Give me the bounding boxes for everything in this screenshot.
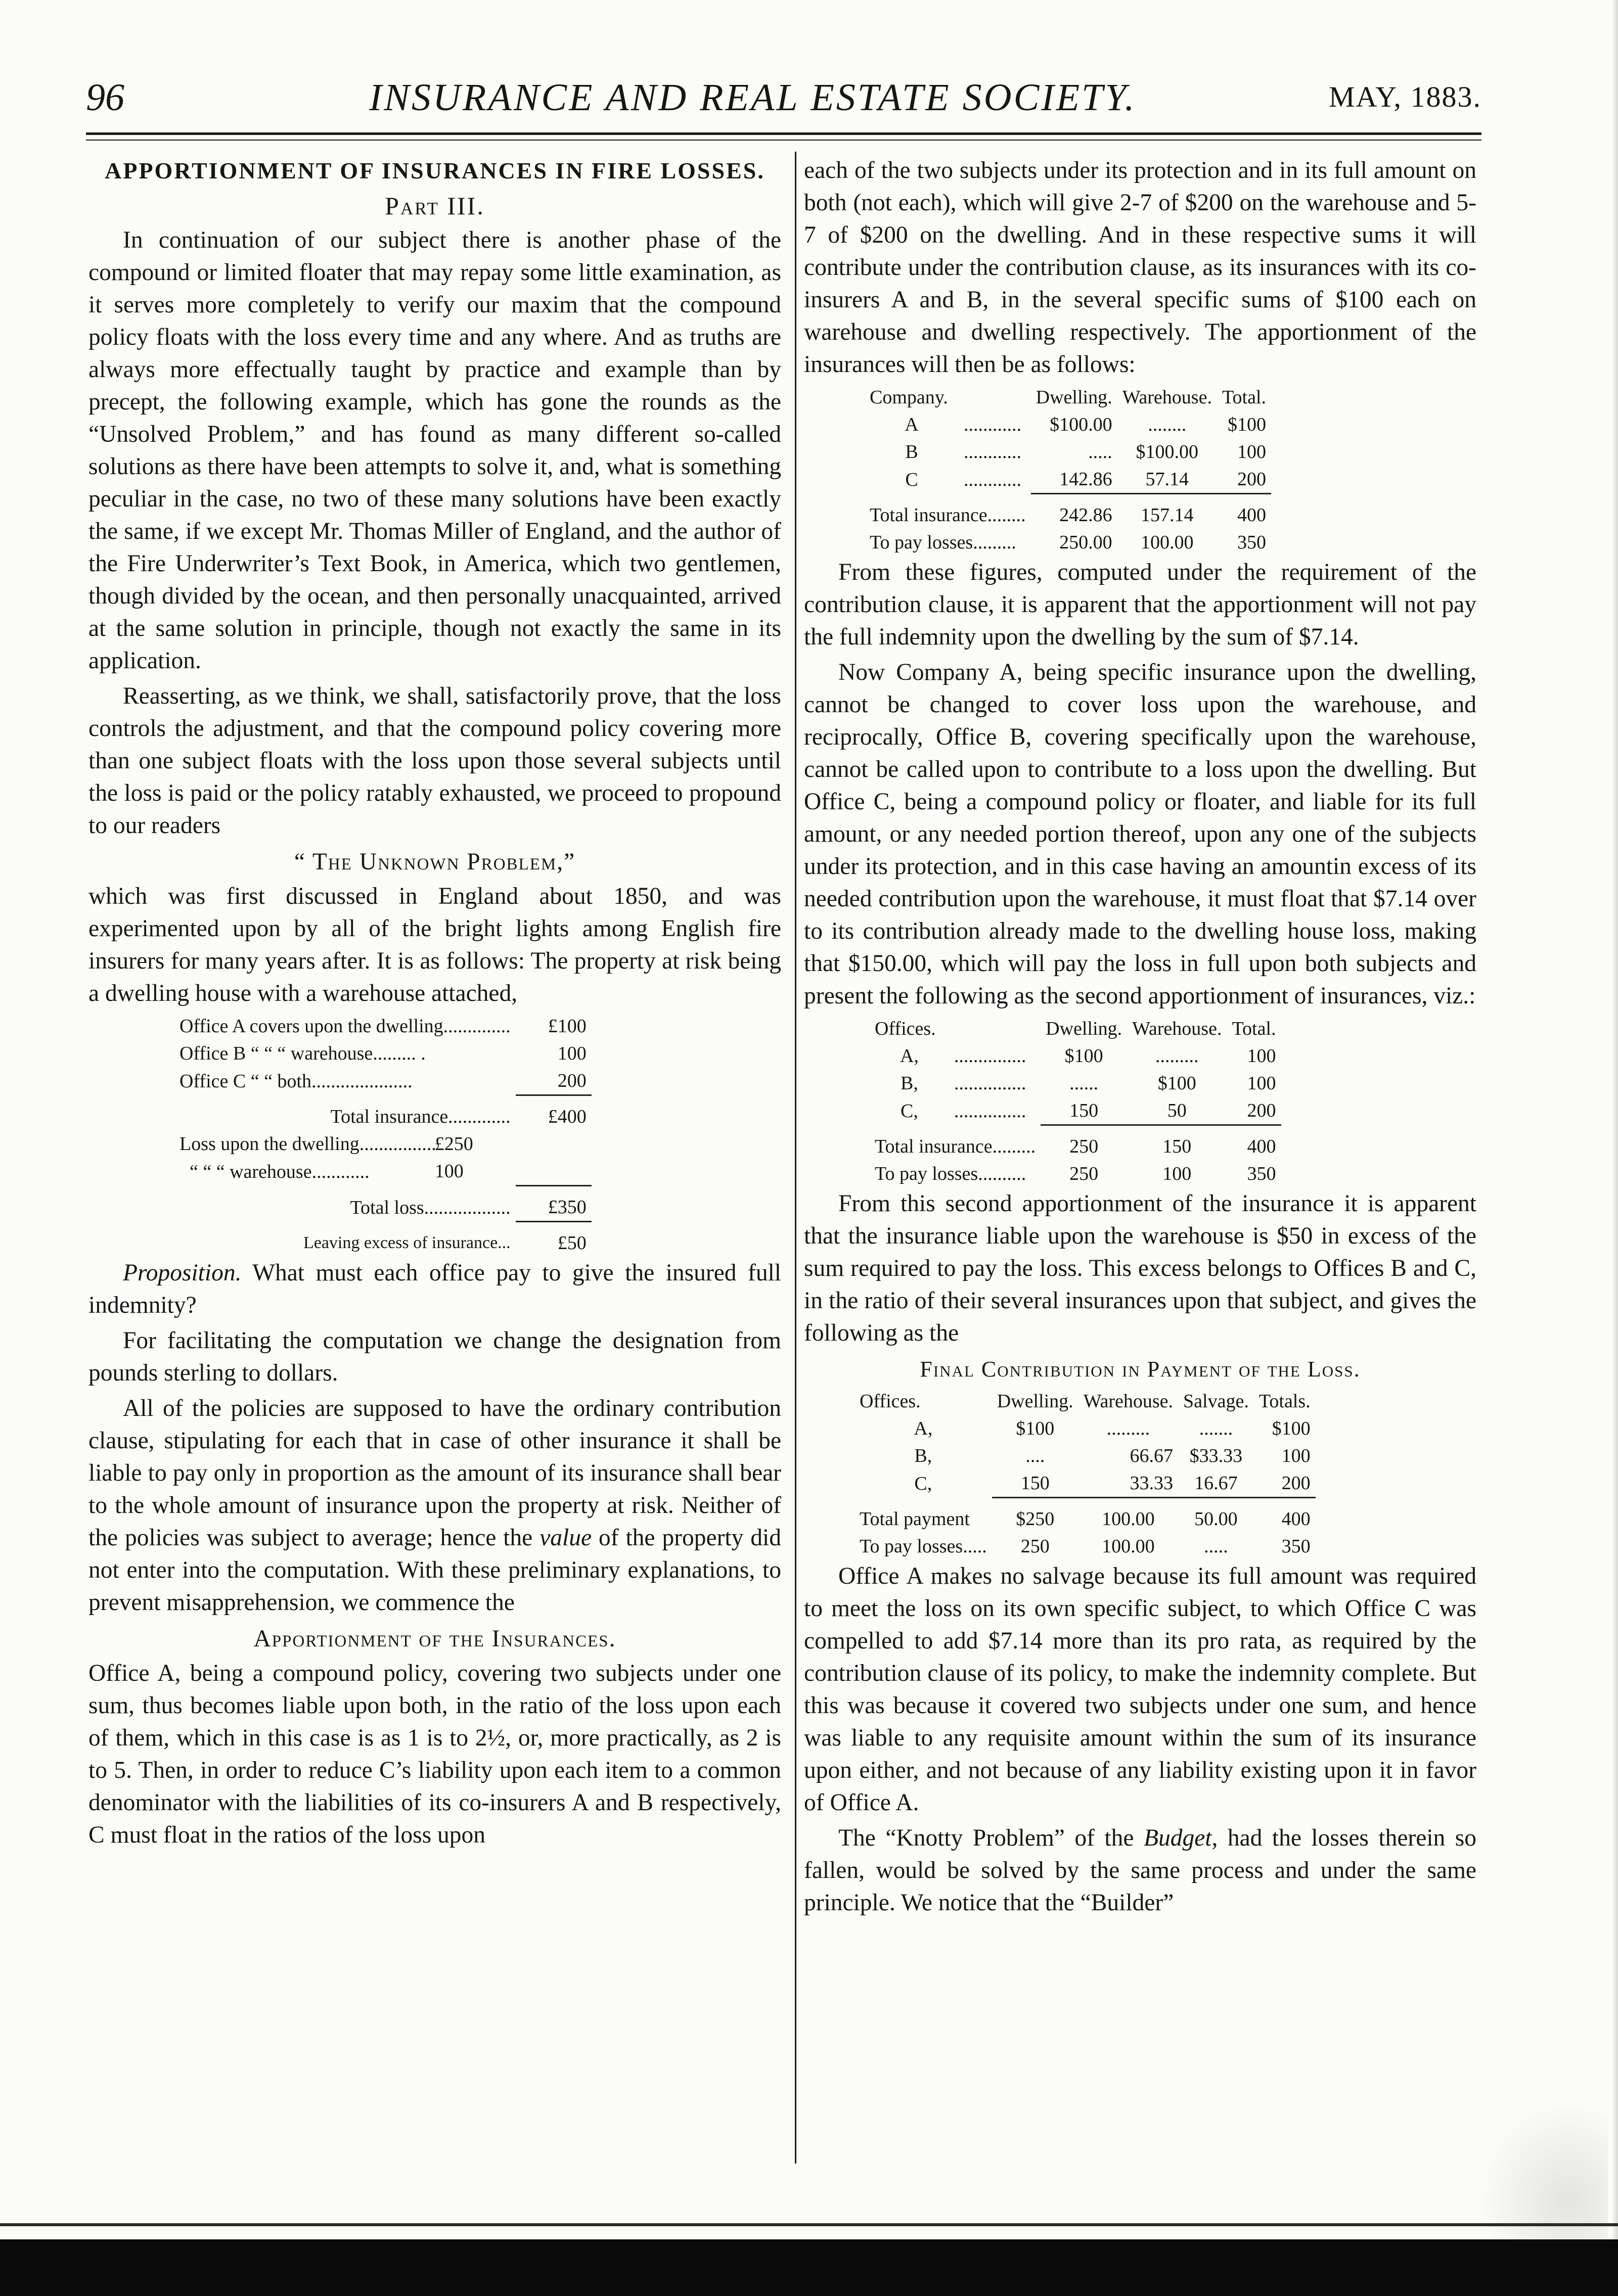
dwelling-cell: 150	[1020, 1473, 1050, 1494]
office-cell: A,	[900, 1045, 919, 1067]
coverage-label: Office B “ “ “ warehouse......... .	[179, 1043, 426, 1064]
total-label: Total insurance.........	[875, 1136, 1036, 1157]
paragraph-contribution-clause	[88, 1392, 781, 1619]
part-heading: Part III.	[385, 192, 485, 220]
total-total: 400	[1247, 1136, 1276, 1157]
proposition-label: Proposition.	[123, 1260, 242, 1286]
dwelling-cell: ....	[1025, 1445, 1045, 1466]
salvage-cell: 16.67	[1194, 1473, 1238, 1494]
knotty-text-b: , had the losses therein so fallen, would be solved by the same process and under the same principle. We notice that the “Builder”	[804, 1825, 1476, 1916]
leader-cell: ............	[964, 414, 1022, 435]
total-insurance-row	[174, 1103, 592, 1130]
coverage-label: Office A covers upon the dwelling..............	[179, 1016, 511, 1037]
paragraph-salvage: Office A makes no salvage because its full amount was required to meet the loss on its own specific subject, to which Office C was compelled to add $7.14 more than its pro rata, as required by the contribution clause of its policy, to make the indemnity complete. But this was because it covered two subjects under one sum, and hence was liable to any requisite amount within the sum of its insurance upon either, and not because of any liability existing upon it in favor of Office A.	[804, 1563, 1476, 1816]
pay-total: 350	[1237, 532, 1266, 553]
total-warehouse: 150	[1162, 1136, 1192, 1157]
pay-row	[865, 529, 1271, 556]
table-row	[870, 1042, 1281, 1070]
table-row	[865, 466, 1271, 494]
company-cell: B	[905, 441, 918, 463]
salvage-cell: $33.33	[1189, 1445, 1243, 1466]
dwelling-cell: $100	[1016, 1418, 1055, 1439]
total-insurance-label: Total insurance.............	[330, 1106, 511, 1127]
warehouse-cell: 66.67	[1130, 1445, 1174, 1466]
excess-row	[174, 1229, 592, 1257]
total-total: 400	[1237, 504, 1266, 526]
leader-cell: ...............	[954, 1073, 1026, 1094]
col-header: Dwelling.	[1036, 387, 1112, 408]
table-row	[865, 438, 1271, 466]
total-cell: 200	[1237, 469, 1266, 490]
total-salvage: 50.00	[1194, 1508, 1238, 1530]
total-loss-row	[174, 1193, 592, 1222]
running-head	[86, 76, 1481, 126]
col-header: Company.	[870, 387, 948, 408]
coverage-row	[174, 1013, 592, 1040]
left-column	[88, 154, 781, 1854]
pay-total: 350	[1247, 1163, 1276, 1184]
clause-text-b: of the property did not enter into the computation. With these preliminary explanations, to prevent misapprehension, we commence the	[88, 1525, 781, 1616]
header-rule-thin	[86, 140, 1481, 141]
scan-bottom-shadow	[0, 2239, 1618, 2296]
col-header: Total.	[1222, 387, 1266, 408]
total-cell: 100	[1237, 441, 1266, 463]
warehouse-cell: 57.14	[1145, 469, 1189, 490]
loss-row	[174, 1130, 592, 1158]
budget-italic: Budget	[1143, 1825, 1212, 1851]
dwelling-cell: $100.00	[1050, 414, 1112, 435]
paragraph-figures: From these figures, computed under the requirement of the contribution clause, it is apparent that the apportionment will not pay the full indemnity upon the dwelling by the sum of $7.14.	[804, 559, 1476, 650]
pay-row	[855, 1533, 1316, 1560]
totals-cell: 100	[1281, 1445, 1311, 1466]
col-header: Warehouse.	[1083, 1391, 1174, 1412]
col-header: Total.	[1232, 1018, 1276, 1039]
loss-label: “ “ “ warehouse............	[190, 1161, 370, 1182]
warehouse-cell: .........	[1106, 1418, 1150, 1439]
warehouse-cell: $100.00	[1136, 441, 1199, 463]
excess-amount: £50	[557, 1232, 587, 1254]
total-cell: 100	[1247, 1045, 1276, 1067]
col-header: Offices.	[875, 1018, 936, 1039]
total-warehouse: 157.14	[1141, 504, 1194, 526]
header-rule-thick	[86, 132, 1481, 135]
scan-right-edge	[1612, 0, 1618, 2296]
paragraph-intro: In continuation of our subject there is another phase of the compound or limited floater that may repay some little examination, as it serves more completely to verify our maxim that the compound policy floats with the loss every time and any where. And as truths are always more effectually taught by practice and example than by precept, the following example, which has gone the rounds as the “Unsolved Problem,” and has found as many different so-called solutions as there have been attempts to solve it, and, what is something peculiar in the case, no two of these many solutions have been exactly the same, if we except Mr. Thomas Miller of England, and the author of the Fire Underwriter’s Text Book, in America, which two gentlemen, though divided by the ocean, and then personally unacquainted, arrived at the same solution in principle, though not exactly the same in its application.	[88, 227, 781, 674]
pay-label: To pay losses.....	[860, 1536, 987, 1557]
col-header: Warehouse.	[1132, 1018, 1222, 1039]
total-warehouse: 100.00	[1102, 1508, 1155, 1530]
dwelling-cell: 142.86	[1059, 469, 1112, 490]
problem-title: “ The Unknown Problem,”	[294, 849, 576, 875]
pay-label: To pay losses..........	[875, 1163, 1026, 1184]
loss-label: Loss upon the dwelling................	[179, 1133, 436, 1155]
apportionment-table-2	[870, 1015, 1281, 1187]
paragraph-company-a: Now Company A, being specific insurance upon the dwelling, cannot be changed to cover loss upon the warehouse, and reciprocally, Office B, covering specifically upon the warehouse, cannot be called upon to contribute to a loss upon the dwelling. But Office C, being a compound policy or floater, and liable for its full amount, or any needed portion thereof, upon any one of the subjects under its protection, and in this case having an amountin excess of its needed contribution upon the warehouse, it must float that $7.14 over to its contribution already made to the dwelling house loss, making that $150.00, which will pay the loss in full upon both subjects and present the following as the second apportionment of insurances, viz.:	[804, 659, 1476, 1009]
totals-cell: 200	[1281, 1473, 1311, 1494]
table-header-row	[870, 1015, 1281, 1042]
company-cell: A	[905, 414, 919, 435]
excess-label: Leaving excess of insurance...	[303, 1233, 511, 1252]
dwelling-cell: $100	[1064, 1045, 1103, 1067]
total-totals: 400	[1281, 1508, 1311, 1530]
apportionment-title: Apportionment of the Insurances.	[253, 1626, 616, 1652]
total-dwelling: 242.86	[1059, 504, 1112, 526]
pay-label: To pay losses.........	[870, 532, 1016, 553]
total-dwelling: $250	[1016, 1508, 1055, 1530]
pay-dwelling: 250	[1069, 1163, 1099, 1184]
final-contribution-table	[855, 1388, 1316, 1560]
article-headline: APPORTIONMENT OF INSURANCES IN FIRE LOSSES.	[105, 158, 765, 183]
pay-dwelling: 250	[1020, 1536, 1050, 1557]
page-bottom-edge	[0, 2223, 1618, 2226]
pay-warehouse: 100	[1162, 1163, 1192, 1184]
col-header: Totals.	[1259, 1391, 1311, 1412]
paragraph-second-apportionment: From this second apportionment of the insurance it is apparent that the insurance liable upon the warehouse is $50 in excess of the sum required to pay the loss. This excess belongs to Offices B and C, in the ratio of their several insurances upon that subject, and gives the following as the	[804, 1190, 1476, 1346]
dwelling-cell: 150	[1069, 1100, 1099, 1121]
office-cell: A,	[914, 1418, 933, 1439]
paragraph-proposition	[88, 1257, 781, 1321]
coverage-amount: 200	[557, 1070, 587, 1091]
salvage-cell: .......	[1199, 1418, 1233, 1439]
table-row	[870, 1097, 1281, 1125]
coverage-amount: £100	[548, 1016, 587, 1037]
issue-date: MAY, 1883.	[1328, 80, 1481, 113]
table-header-row	[865, 384, 1271, 411]
office-cell: B,	[914, 1445, 932, 1466]
coverage-amount: 100	[557, 1043, 587, 1064]
col-header: Salvage.	[1183, 1391, 1249, 1412]
total-dwelling: 250	[1069, 1136, 1099, 1157]
col-header: Offices.	[860, 1391, 921, 1412]
table-row	[865, 411, 1271, 438]
total-label: Total insurance........	[870, 504, 1026, 526]
warehouse-cell: ........	[1148, 414, 1187, 435]
total-row	[870, 1133, 1281, 1160]
apportionment-table-1	[865, 384, 1271, 556]
right-column	[804, 154, 1476, 1922]
loss-row	[174, 1158, 592, 1186]
page-number: 96	[86, 76, 124, 119]
leader-cell: ............	[964, 441, 1022, 463]
office-cell: C,	[901, 1100, 918, 1122]
total-loss-label: Total loss..................	[350, 1197, 511, 1218]
value-italic: value	[540, 1525, 592, 1551]
paragraph-dollars: For facilitating the computation we change the designation from pounds sterling to dollars.	[88, 1327, 781, 1386]
warehouse-cell: 33.33	[1130, 1473, 1174, 1494]
final-contribution-title: Final Contribution in Payment of the Loss.	[920, 1357, 1361, 1382]
paragraph-problem: which was first discussed in England about 1850, and was experimented upon by all of the bright lights among English fire insurers for many years after. It is as follows: The property at risk being a dwelling house with a warehouse attached,	[88, 883, 781, 1006]
warehouse-cell: 50	[1167, 1100, 1187, 1121]
pay-totals: 350	[1281, 1536, 1311, 1557]
loss-amount: 100	[434, 1161, 464, 1182]
warehouse-cell: .........	[1155, 1045, 1199, 1067]
total-cell: $100	[1228, 414, 1266, 435]
total-cell: 200	[1247, 1100, 1276, 1121]
clause-text-a: All of the policies are supposed to have the ordinary contribution clause, stipulating for each that in case of other insurance it shall be liable to pay only in proportion as the amount of its insurance shall bear to the whole amount of insurance upon the property at risk. Neither of the policies was subject to average; hence the	[88, 1395, 781, 1551]
loss-amount: £250	[434, 1133, 473, 1155]
total-row	[855, 1505, 1316, 1533]
leader-cell: ...............	[954, 1100, 1026, 1122]
journal-title: INSURANCE AND REAL ESTATE SOCIETY.	[369, 76, 1137, 119]
pay-salvage: .....	[1204, 1536, 1228, 1557]
column-divider	[795, 152, 796, 2164]
table-header-row	[855, 1388, 1316, 1415]
company-cell: C	[905, 469, 918, 490]
pay-row	[870, 1160, 1281, 1187]
leader-cell: ...............	[954, 1045, 1026, 1067]
table-row	[870, 1070, 1281, 1097]
total-loss-amount: £350	[548, 1197, 587, 1218]
coverage-table	[174, 1013, 592, 1257]
warehouse-cell: $100	[1157, 1073, 1196, 1094]
office-cell: B,	[901, 1073, 918, 1094]
total-label: Total payment	[860, 1508, 970, 1530]
dwelling-cell: ......	[1069, 1073, 1099, 1094]
dwelling-cell: .....	[1088, 441, 1112, 463]
knotty-text-a: The “Knotty Problem” of the	[838, 1825, 1144, 1851]
table-row	[855, 1470, 1316, 1498]
coverage-row	[174, 1040, 592, 1067]
coverage-label: Office C “ “ both.....................	[179, 1070, 413, 1092]
table-row	[855, 1442, 1316, 1470]
paragraph-office-a: Office A, being a compound policy, covering two subjects under one sum, thus becomes liable upon both, in the ratio of the loss upon each of them, which in this case is as 1 is to 2½, or, more practically, as 2 is to 5. Then, in order to reduce C’s liability upon each item to a common denominator with the liabilities of its co-insurers A and B respectively, C must float in the ratios of the loss upon	[88, 1660, 781, 1848]
office-cell: C,	[914, 1473, 932, 1494]
col-header: Warehouse.	[1122, 387, 1212, 408]
paragraph-continuation: each of the two subjects under its protection and in its full amount on both (not each), which will give 2-7 of $200 on the warehouse and 5-7 of $200 on the dwelling. And in these respective sums it will contribute under the contribution clause, as its insurances with its co-insurers A and B, in the several specific sums of $100 each on warehouse and dwelling respectively. The apportionment of the insurances will then be as follows:	[804, 157, 1476, 378]
leader-cell: ............	[964, 469, 1022, 490]
total-row	[865, 501, 1271, 529]
paragraph-knotty-problem	[804, 1822, 1476, 1919]
paragraph-reasserting: Reasserting, as we think, we shall, satisfactorily prove, that the loss controls the adjustment, and that the compound policy covering more than one subject floats with the loss upon those several subjects until the loss is paid or the policy ratably exhausted, we proceed to propound to our readers	[88, 683, 781, 839]
pay-warehouse: 100.00	[1102, 1536, 1155, 1557]
table-row	[855, 1415, 1316, 1442]
total-cell: 100	[1247, 1073, 1276, 1094]
coverage-row	[174, 1067, 592, 1095]
pay-dwelling: 250.00	[1059, 532, 1112, 553]
proposition-text: What must each office pay to give the insured full indemnity?	[88, 1260, 781, 1318]
col-header: Dwelling.	[997, 1391, 1073, 1412]
totals-cell: $100	[1272, 1418, 1311, 1439]
total-insurance-amount: £400	[548, 1106, 587, 1127]
pay-warehouse: 100.00	[1141, 532, 1194, 553]
col-header: Dwelling.	[1046, 1018, 1122, 1039]
